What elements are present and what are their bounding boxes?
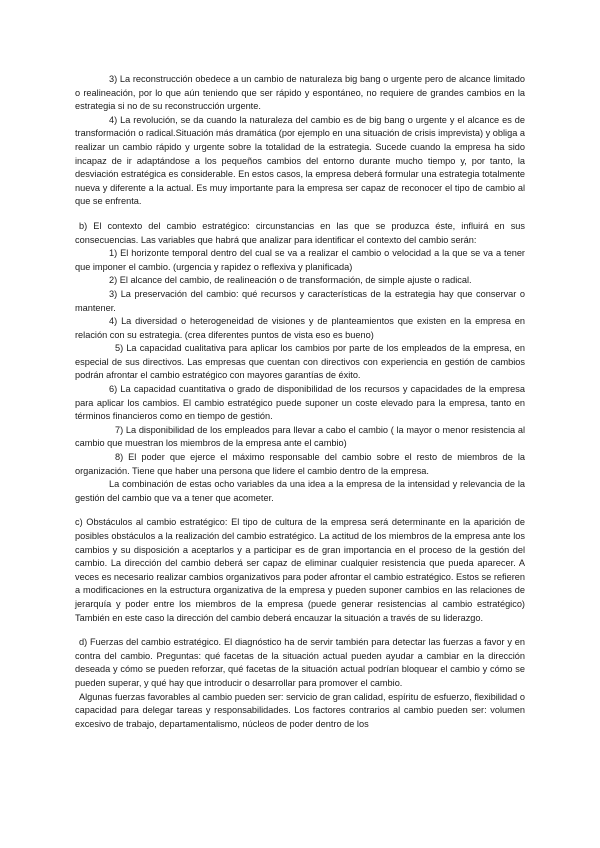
list-item-diversidad: 4) La diversidad o heterogeneidad de visiones y de planteamientos que existen en la empresa en relación con su estrategia. (crea diferentes puntos de vista eso es bueno): [75, 316, 525, 340]
paragraph-reconstruccion: 3) La reconstrucción obedece a un cambio de naturaleza big bang o urgente pero de alcance limitado o realineación, por lo que aún teniendo que ser rápido y espontáneo, no requiere de grandes cambios en la estrategia si no de su reconstrucción urgente.: [75, 74, 525, 112]
spacer: [75, 505, 525, 516]
list-item-disponibilidad: 7) La disponibilidad de los empleados para llevar a cabo el cambio ( la mayor o menor resistencia al cambio que muestran los miembros de la empresa ante el cambio): [75, 424, 525, 449]
spacer: [75, 209, 525, 220]
paragraph-combinacion: La combinación de estas ocho variables da una idea a la empresa de la intensidad y relevancia de la gestión del cambio que va a tener que acometer.: [75, 479, 525, 503]
list-item-preservacion: 3) La preservación del cambio: qué recursos y características de la estrategia hay que conservar o mantener.: [75, 288, 525, 313]
spacer: [75, 625, 525, 636]
list-item-capacidad-cualitativa: 5) La capacidad cualitativa para aplicar los cambios por parte de los empleados de la empresa, en especial de sus directivos. Las empresas que cuentan con directivos con experiencia en gestión de cambios podrán afrontar el cambio estratégico con mayores garantías de éxito.: [75, 343, 525, 381]
list-item-poder: 8) El poder que ejerce el máximo responsable del cambio sobre el resto de miembros de la organización. Tiene que haber una persona que lidere el cambio dentro de la empresa.: [75, 452, 525, 476]
paragraph-obstaculos: c) Obstáculos al cambio estratégico: El tipo de cultura de la empresa será determinante en la aparición de posibles obstáculos a la realización del cambio estratégico. La actitud de los miembros de la empresa ante los cambios y su disposición a aceptarlos y a participar es de gran importancia en el proceso de la gestión del cambio. La dirección del cambio deberá ser capaz de eliminar cualquier resistencia que pueda aparecer. A veces es necesario realizar cambios organizativos para poder afrontar el cambio estratégico. Estos se refieren a modificaciones en la estructura organizativa de la empresa y pueden suponer cambios en las relaciones de jerarquía y poder entre los miembros de la empresa (puede generar resistencias al cambio estratégico) También en este caso la dirección del cambio deberá encauzar la situación a través de su liderazgo.: [75, 517, 525, 623]
paragraph-fuerzas: d) Fuerzas del cambio estratégico. El diagnóstico ha de servir también para detectar las fuerzas a favor y en contra del cambio. Preguntas: qué facetas de la situación actual pueden ayudar a cambiar en la dirección deseada y cómo se pueden reforzar, qué facetas de la situación actual podrían bloquear el cambio y cómo se pueden superar, y qué hay que introducir o desarrollar para promover el cambio.: [75, 637, 525, 688]
paragraph-contexto-cambio: b) El contexto del cambio estratégico: circunstancias en las que se produzca éste, influirá en sus consecuencias. Las variables que habrá que analizar para identificar el contexto del cambio serán:: [75, 220, 525, 245]
paragraph-revolucion: 4) La revolución, se da cuando la naturaleza del cambio es de big bang o urgente y el alcance es de transformación o radical.Situación más dramática (por ejemplo en una situación de crisis imprevista) y obliga a realizar un cambio rápido y urgente sobre la totalidad de la estrategia. Sucede cuando la empresa ha sido incapaz de ir adaptándose a los pequeños cambios del entorno durante mucho tiempo y, por tanto, la desviación estratégica es considerable. En estos casos, la empresa deberá formular una estrategia totalmente nueva y diferente a la actual. Es muy importante para la empresa ser capaz de reconocer el tipo de cambio al que se enfrenta.: [75, 114, 525, 207]
list-item-horizonte-temporal: 1) El horizonte temporal dentro del cual se va a realizar el cambio o velocidad a la que se va a tener que imponer el cambio. (urgencia y rapidez o reflexiva y planificada): [75, 248, 525, 272]
list-item-capacidad-cuantitativa: 6) La capacidad cuantitativa o grado de disponibilidad de los recursos y capacidades de la empresa para aplicar los cambios. El cambio estratégico puede suponer un coste elevado para la empresa, tanto en términos financieros como en tiempo de gestión.: [75, 384, 525, 422]
list-item-alcance: 2) El alcance del cambio, de realineación o de transformación, de simple ajuste o radical.: [109, 275, 472, 286]
paragraph-fuerzas-favorables: Algunas fuerzas favorables al cambio pueden ser: servicio de gran calidad, espíritu de esfuerzo, flexibilidad o capacidad para delegar tareas y responsabilidades. Los factores contrarios al cambio pueden ser: volumen excesivo de trabajo, departamentalismo, núcleos de poder dentro de los: [75, 691, 525, 729]
